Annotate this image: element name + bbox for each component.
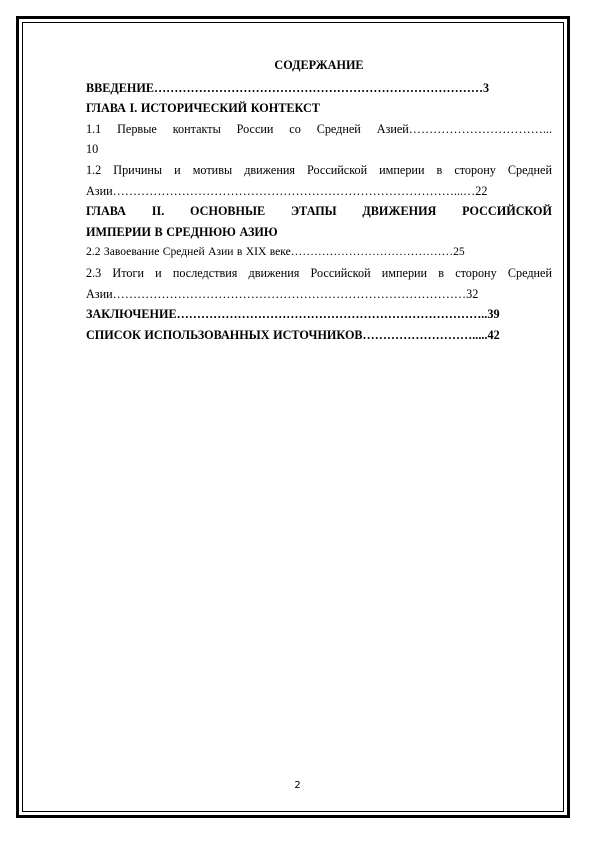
toc-entry-chapter-1[interactable]: ГЛАВА I. ИСТОРИЧЕСКИЙ КОНТЕКСТ <box>86 101 320 116</box>
toc-entry-conclusion[interactable]: ЗАКЛЮЧЕНИЕ…………………………………………………………………..39 <box>86 307 500 322</box>
toc-entry-chapter-2-line2: ИМПЕРИИ В СРЕДНЮЮ АЗИЮ <box>86 224 278 239</box>
toc-entry-1-1-line1: 1.1 Первые контакты России со Средней Азией……………………………... <box>86 121 552 136</box>
toc-entry-2-3-line2: Азии……………………………………………………………………………32 <box>86 286 479 301</box>
toc-entry-references[interactable]: СПИСОК ИСПОЛЬЗОВАННЫХ ИСТОЧНИКОВ……………………….....42 <box>86 327 500 342</box>
toc-entry-1-2-line1: 1.2 Причины и мотивы движения Российской империи в сторону Средней <box>86 162 552 177</box>
toc-entry-introduction[interactable]: ВВЕДЕНИЕ………………………………………………………………………3 <box>86 80 490 95</box>
toc-entry-1-2-line2: Азии…………………………………………………………………………...…22 <box>86 183 488 198</box>
toc-entry-2-3[interactable] <box>86 263 552 304</box>
toc-entry-2-3-line1: 2.3 Итоги и последствия движения Российской империи в сторону Средней <box>86 265 552 280</box>
toc-heading: СОДЕРЖАНИЕ <box>274 58 364 72</box>
page-number: 2 <box>294 780 301 791</box>
toc-entry-1-1-page: 10 <box>86 142 99 157</box>
toc-entry-chapter-2-line1: ГЛАВА II. ОСНОВНЫЕ ЭТАПЫ ДВИЖЕНИЯ РОССИЙСКОЙ <box>86 204 552 219</box>
table-of-contents <box>86 55 552 345</box>
toc-entry-1-1[interactable] <box>86 119 552 160</box>
toc-entry-chapter-2[interactable] <box>86 201 552 242</box>
toc-entry-2-2[interactable]: 2.2 Завоевание Средней Азии в XIX веке……………………………………25 <box>86 245 465 259</box>
toc-entry-1-2[interactable] <box>86 160 552 201</box>
